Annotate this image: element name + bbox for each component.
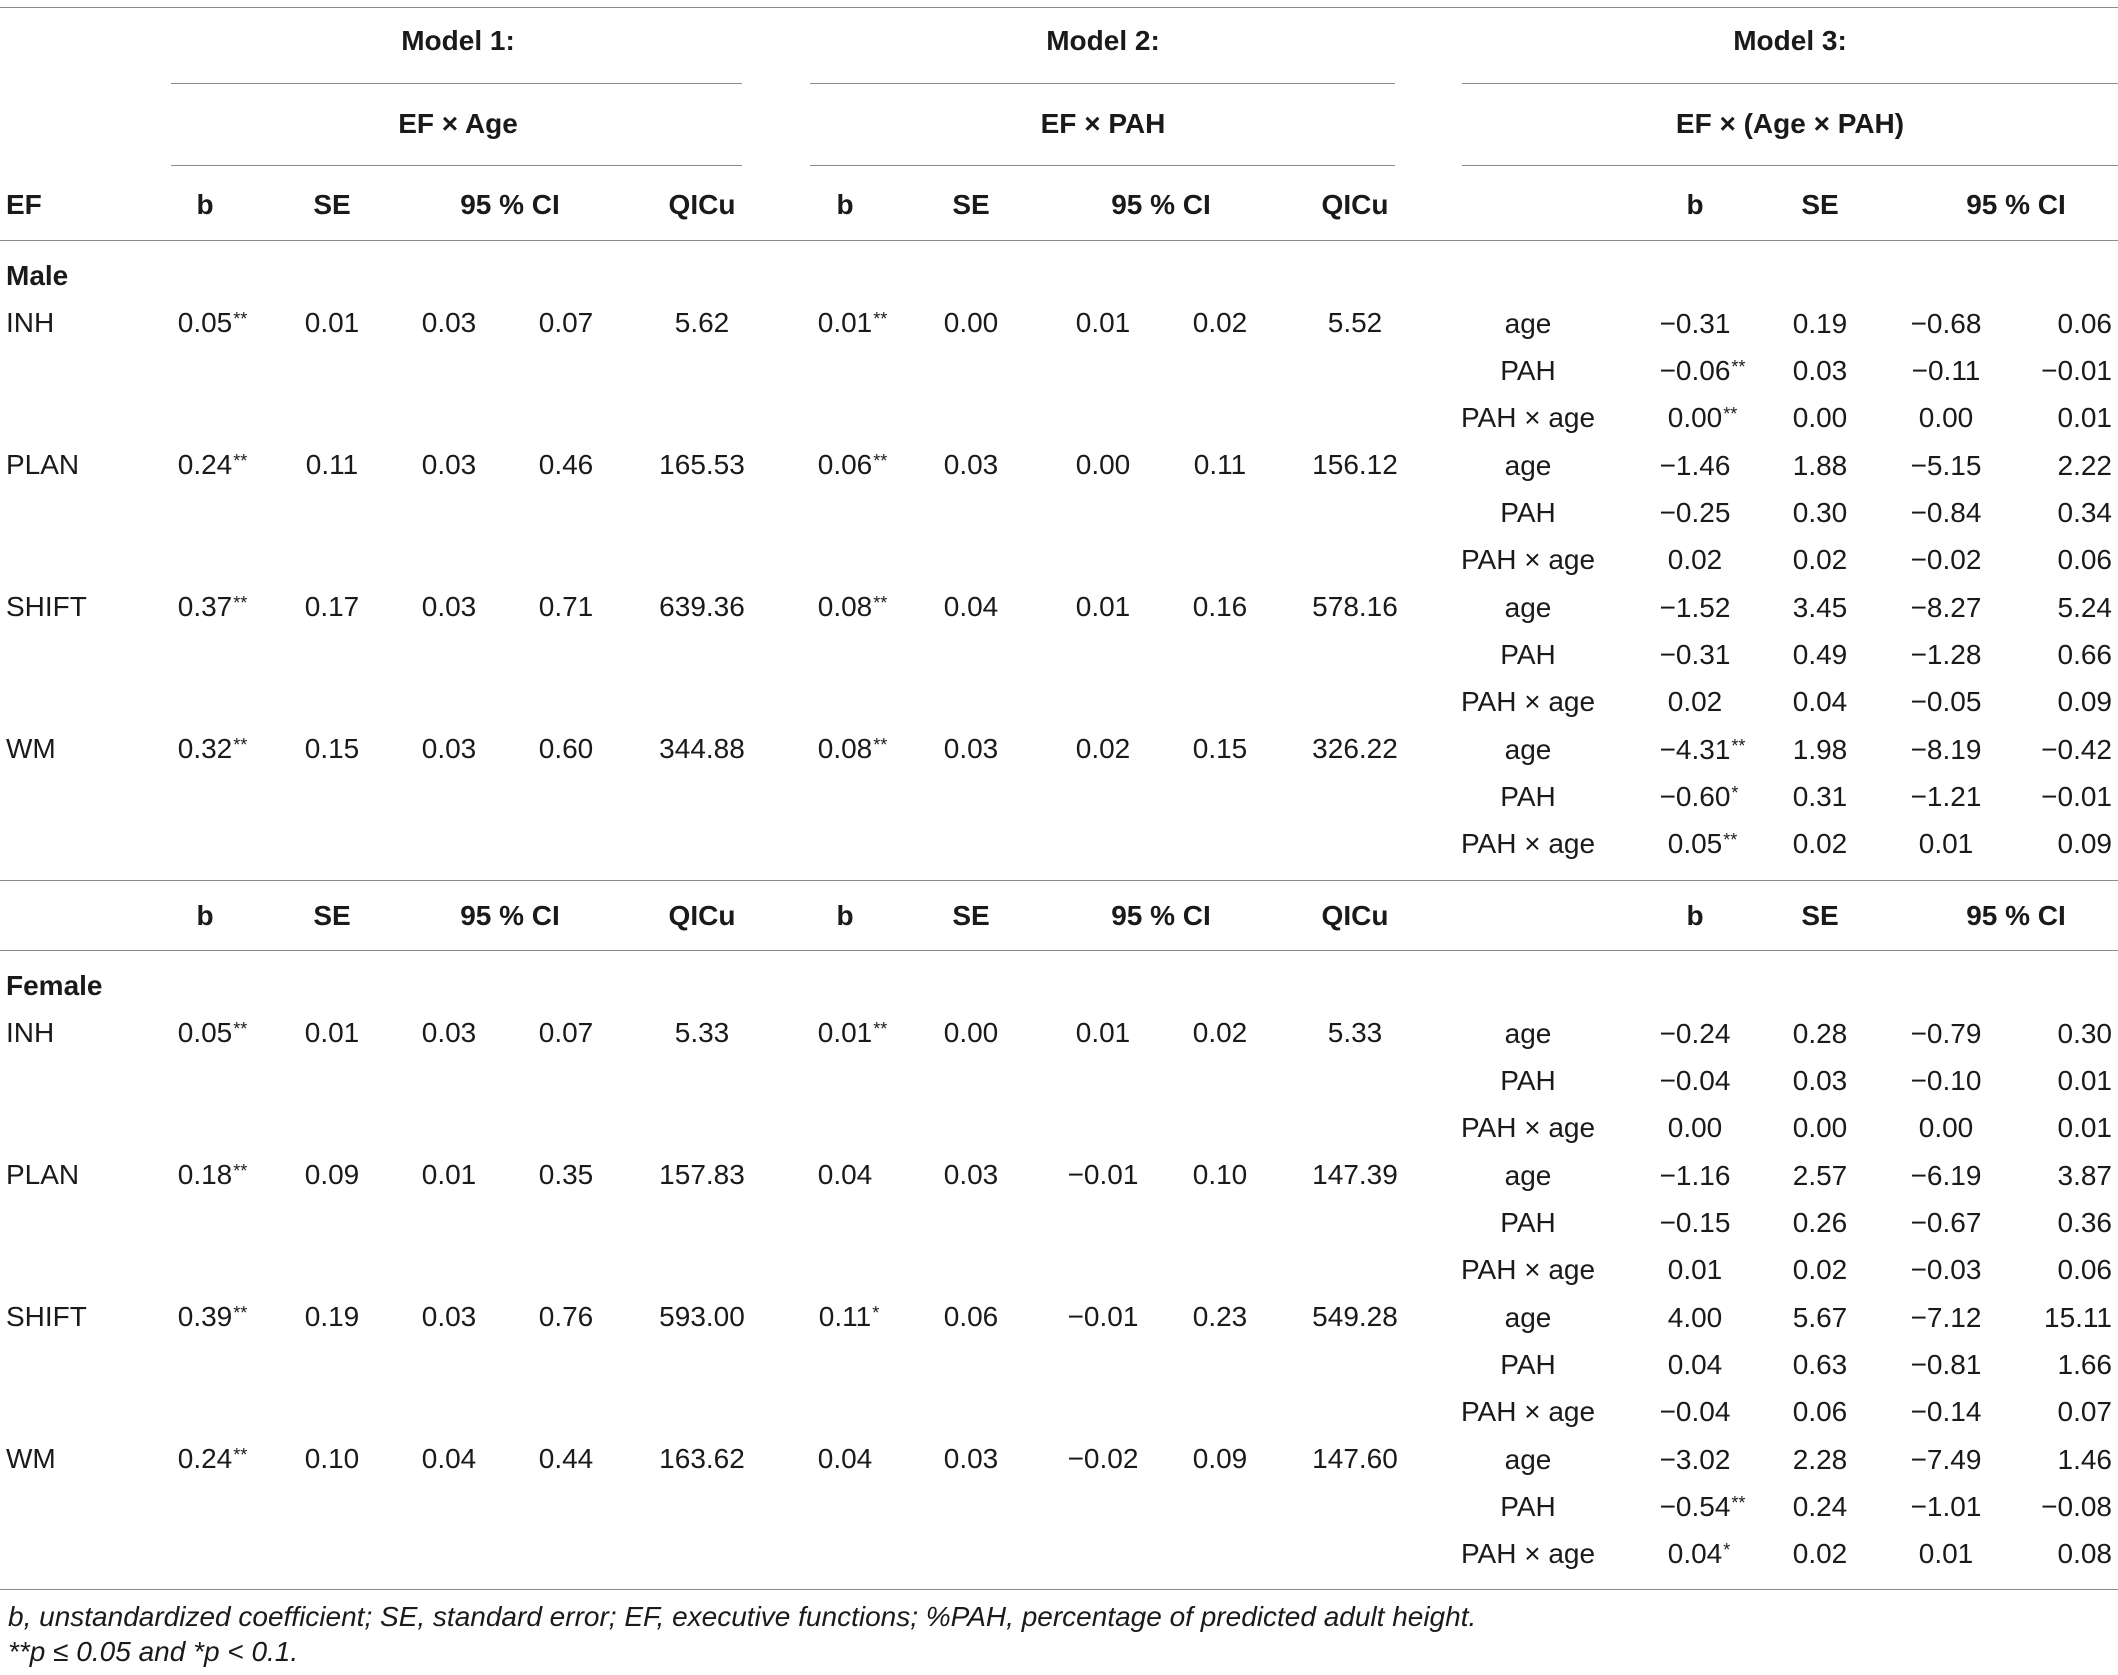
model3-term: age [1504, 1018, 1552, 1049]
ci-upper: 0.07 [538, 307, 594, 338]
header-m1-se: SE [313, 189, 351, 220]
ci-lower: 0.00 [1918, 402, 1974, 433]
ci-upper: 1.66 [2057, 1349, 2112, 1380]
header-m2-ci: 95 % CI [1111, 189, 1211, 220]
bottom-rule [0, 1589, 2118, 1590]
qicu-value: 163.62 [659, 1443, 745, 1474]
qicu-value: 5.33 [1327, 1017, 1383, 1048]
header-m1-ci: 95 % CI [460, 189, 560, 220]
coef-b [1668, 1114, 1723, 1142]
ci-lower: −1.28 [1910, 639, 1982, 670]
ci-upper: −0.42 [2041, 734, 2112, 765]
ci-upper: 0.06 [2057, 308, 2112, 339]
header2-m3-se: SE [1801, 900, 1839, 931]
coef-b: 0.24 ** [177, 449, 248, 480]
ci-lower: 0.03 [421, 591, 477, 622]
ci-upper: 0.15 [1192, 733, 1248, 764]
cell-value: 0.08 [817, 591, 873, 622]
coef-b: 0.01 ** [817, 307, 888, 338]
model3-term: PAH [1500, 1491, 1556, 1522]
model3-term: PAH × age [1460, 686, 1596, 717]
qicu-value: 5.52 [1327, 307, 1383, 338]
cell-value: 0.24 [177, 1443, 233, 1474]
model3-title-rule [1462, 83, 2118, 84]
coef-b: 0.08 ** [817, 591, 888, 622]
model3-term: PAH [1500, 781, 1556, 812]
coef-se: 0.02 [1792, 1538, 1848, 1569]
ci-upper: 0.06 [2057, 544, 2112, 575]
header-m2-se: SE [952, 189, 990, 220]
cell-value: 0.05 [177, 1017, 233, 1048]
cell-value: 0.01 [817, 1017, 873, 1048]
cell-value: 0.05 [1667, 828, 1723, 859]
ci-lower: −0.84 [1910, 497, 1982, 528]
ci-upper: 0.09 [2057, 828, 2112, 859]
model1-subtitle-rule [171, 165, 742, 166]
ci-lower: −0.14 [1910, 1396, 1982, 1427]
coef-se: 0.04 [1792, 686, 1848, 717]
model3-subtitle-rule [1462, 165, 2118, 166]
ci-upper: 0.76 [538, 1301, 594, 1332]
ci-lower: 0.03 [421, 1301, 477, 1332]
cell-value: 0.02 [1667, 544, 1723, 575]
coef-b [1660, 452, 1731, 480]
cell-value: 0.06 [817, 449, 873, 480]
ci-upper: 0.07 [538, 1017, 594, 1048]
coef-se: 0.49 [1792, 639, 1848, 670]
ci-lower: 0.01 [1918, 828, 1974, 859]
cell-value: 0.01 [817, 307, 873, 338]
cell-value: −4.31 [1659, 734, 1731, 765]
coef-se: 0.17 [304, 591, 360, 622]
qicu-value: 639.36 [659, 591, 745, 622]
ci-upper: 0.08 [2057, 1538, 2112, 1569]
cell-value: −0.04 [1659, 1065, 1731, 1096]
ci-upper: 0.09 [2057, 686, 2112, 717]
ci-upper: 0.01 [2057, 1065, 2112, 1096]
cell-value: 0.04 [817, 1159, 873, 1190]
coef-se: 0.28 [1792, 1018, 1848, 1049]
coef-se: 2.28 [1792, 1444, 1848, 1475]
coef-b: 0.04 * [1667, 1538, 1731, 1569]
ci-upper: 0.11 [1193, 449, 1247, 480]
cell-value: 0.39 [177, 1301, 233, 1332]
model3-term: PAH × age [1460, 544, 1596, 575]
ci-lower: 0.03 [421, 733, 477, 764]
model3-term: PAH × age [1460, 828, 1596, 859]
cell-value: −0.04 [1659, 1396, 1731, 1427]
ci-lower: −0.01 [1067, 1301, 1139, 1332]
coef-b: 0.39 ** [177, 1301, 248, 1332]
coef-se: 0.04 [943, 591, 999, 622]
coef-b [1668, 1304, 1723, 1332]
ci-upper: 0.07 [2057, 1396, 2112, 1427]
cell-value: −1.52 [1659, 592, 1731, 623]
qicu-value: 344.88 [659, 733, 745, 764]
cell-value: −0.31 [1659, 308, 1731, 339]
model-subtitle: EF × Age [398, 108, 518, 139]
coef-se: 0.26 [1792, 1207, 1848, 1238]
ci-lower: 0.03 [421, 1017, 477, 1048]
qicu-value: 549.28 [1312, 1301, 1398, 1332]
ci-upper: 0.01 [2057, 402, 2112, 433]
ci-lower: −0.01 [1067, 1159, 1139, 1190]
col-header-ef: EF [6, 189, 42, 220]
ci-upper: −0.01 [2041, 781, 2112, 812]
ef-label: PLAN [6, 449, 80, 480]
model-subtitle: EF × PAH [1040, 108, 1166, 139]
cell-value: 0.01 [1667, 1254, 1723, 1285]
coef-se: 0.19 [1792, 308, 1848, 339]
coef-se: 0.24 [1792, 1491, 1848, 1522]
ci-lower: 0.04 [421, 1443, 477, 1474]
ci-lower: −0.10 [1910, 1065, 1982, 1096]
coef-b [1668, 688, 1723, 716]
model3-term: age [1504, 308, 1552, 339]
ci-lower: 0.03 [421, 307, 477, 338]
coef-se: 0.06 [943, 1301, 999, 1332]
qicu-value: 5.62 [674, 307, 730, 338]
ci-upper: 2.22 [2057, 450, 2112, 481]
header2-m2-qicu: QICu [1321, 900, 1389, 931]
qicu-value: 593.00 [659, 1301, 745, 1332]
coef-se: 0.19 [304, 1301, 360, 1332]
cell-value: −0.31 [1659, 639, 1731, 670]
model3-term: age [1504, 1160, 1552, 1191]
coef-se: 0.15 [304, 733, 360, 764]
cell-value: 0.18 [177, 1159, 233, 1190]
model-title: Model 3: [1733, 25, 1847, 56]
cell-value: −1.46 [1659, 450, 1731, 481]
ci-lower: 0.00 [1075, 449, 1131, 480]
ci-upper: 0.06 [2057, 1254, 2112, 1285]
top-rule [0, 7, 2118, 8]
model3-term: age [1504, 592, 1552, 623]
coef-b [1660, 641, 1731, 669]
qicu-value: 578.16 [1312, 591, 1398, 622]
coef-b [1660, 1398, 1731, 1426]
cell-value: 0.32 [177, 733, 233, 764]
header2-m1-qicu: QICu [668, 900, 736, 931]
qicu-value: 156.12 [1312, 449, 1398, 480]
ci-upper: 0.02 [1192, 307, 1248, 338]
ef-label: WM [6, 733, 56, 764]
model1-title-rule [171, 83, 742, 84]
ci-upper: 0.09 [1192, 1443, 1248, 1474]
coef-b: 0.01 ** [817, 1017, 888, 1048]
cell-value: −3.02 [1659, 1444, 1731, 1475]
ci-lower: −1.21 [1910, 781, 1982, 812]
ci-lower: −8.27 [1910, 592, 1982, 623]
header-m3-se: SE [1801, 189, 1839, 220]
coef-se: 0.31 [1792, 781, 1848, 812]
ci-upper: 0.46 [538, 449, 594, 480]
coef-se: 0.01 [304, 1017, 360, 1048]
ef-label: SHIFT [6, 1301, 87, 1332]
coef-se: 2.57 [1792, 1160, 1848, 1191]
header2-m1-b: b [196, 900, 214, 931]
ci-lower: −1.01 [1910, 1491, 1982, 1522]
coef-se: 0.02 [1792, 1254, 1848, 1285]
model-title: Model 2: [1046, 25, 1160, 56]
qicu-value: 5.33 [674, 1017, 730, 1048]
coef-b: 0.11 * [818, 1301, 880, 1332]
coef-b [1668, 1256, 1723, 1284]
male-section-rule [0, 880, 2118, 881]
cell-value: 0.11 [818, 1301, 872, 1332]
header2-rule [0, 950, 2118, 951]
coef-se: 0.00 [1792, 402, 1848, 433]
coef-se: 0.03 [943, 1159, 999, 1190]
coef-b [1660, 499, 1731, 527]
model3-term: PAH [1500, 355, 1556, 386]
model3-term: PAH [1500, 1349, 1556, 1380]
coef-b [1668, 546, 1723, 574]
header-rule [0, 240, 2118, 241]
coef-b: 0.05 ** [1667, 828, 1738, 859]
coef-se: 1.88 [1792, 450, 1848, 481]
model2-subtitle-rule [810, 165, 1395, 166]
model3-term: PAH × age [1460, 1254, 1596, 1285]
ci-lower: 0.01 [1918, 1538, 1974, 1569]
ci-upper: 0.02 [1192, 1017, 1248, 1048]
group-label: Male [6, 260, 69, 291]
ci-lower: −0.11 [1911, 355, 1981, 386]
cell-value: 0.05 [177, 307, 233, 338]
ef-label: SHIFT [6, 591, 87, 622]
coef-b: −0.54 ** [1659, 1491, 1746, 1522]
coef-se: 0.02 [1792, 544, 1848, 575]
coef-se: 0.00 [943, 307, 999, 338]
model3-term: PAH × age [1460, 1538, 1596, 1569]
ci-upper: 0.36 [2057, 1207, 2112, 1238]
header-m2-qicu: QICu [1321, 189, 1389, 220]
ef-label: INH [6, 1017, 55, 1048]
coef-b [1660, 310, 1731, 338]
ci-upper: 0.34 [2057, 497, 2112, 528]
model3-term: PAH × age [1460, 1396, 1596, 1427]
model3-term: PAH [1500, 639, 1556, 670]
header-m1-b: b [196, 189, 214, 220]
ci-lower: −0.03 [1910, 1254, 1982, 1285]
ci-upper: 3.87 [2057, 1160, 2112, 1191]
cell-value: 4.00 [1667, 1302, 1723, 1333]
ci-lower: −7.12 [1910, 1302, 1982, 1333]
coef-se: 5.67 [1792, 1302, 1848, 1333]
model3-term: PAH [1500, 1207, 1556, 1238]
ci-upper: 0.10 [1192, 1159, 1248, 1190]
coef-se: 0.30 [1792, 497, 1848, 528]
coef-b: 0.00 ** [1667, 402, 1738, 433]
header2-m2-se: SE [952, 900, 990, 931]
coef-b [1660, 1162, 1731, 1190]
model-subtitle: EF × (Age × PAH) [1675, 108, 1905, 139]
coef-se: 0.00 [943, 1017, 999, 1048]
coef-se: 0.03 [1792, 355, 1848, 386]
group-label: Female [6, 970, 103, 1001]
header-m2-b: b [836, 189, 854, 220]
coef-b: 0.08 ** [817, 733, 888, 764]
ci-upper: −0.01 [2041, 355, 2112, 386]
ci-lower: 0.00 [1918, 1112, 1974, 1143]
coef-b [1668, 1351, 1723, 1379]
ci-lower: −6.19 [1910, 1160, 1982, 1191]
ci-lower: 0.01 [421, 1159, 477, 1190]
coef-b: −0.06 ** [1659, 355, 1746, 386]
coef-b: 0.24 ** [177, 1443, 248, 1474]
coef-b [1660, 1067, 1731, 1095]
ci-upper: 0.23 [1192, 1301, 1248, 1332]
ci-upper: 0.66 [2057, 639, 2112, 670]
qicu-value: 165.53 [659, 449, 745, 480]
model3-term: PAH [1500, 497, 1556, 528]
header-m3-b: b [1686, 189, 1704, 220]
coef-b [818, 1161, 873, 1189]
ci-lower: 0.02 [1075, 733, 1131, 764]
ci-lower: −0.81 [1910, 1349, 1982, 1380]
ci-lower: 0.01 [1075, 1017, 1131, 1048]
coef-b [818, 1445, 873, 1473]
ci-lower: −0.05 [1910, 686, 1982, 717]
ci-lower: −0.67 [1910, 1207, 1982, 1238]
qicu-value: 147.60 [1312, 1443, 1398, 1474]
ci-lower: −8.19 [1910, 734, 1982, 765]
coef-b: 0.05 ** [177, 1017, 248, 1048]
ci-lower: 0.03 [421, 449, 477, 480]
ci-upper: 5.24 [2057, 592, 2112, 623]
ci-upper: 0.16 [1192, 591, 1248, 622]
ci-upper: 0.44 [538, 1443, 594, 1474]
footnote: **p ≤ 0.05 and *p < 0.1. [8, 1636, 299, 1667]
coef-b [1660, 594, 1731, 622]
ci-upper: 0.30 [2057, 1018, 2112, 1049]
cell-value: 0.02 [1667, 686, 1723, 717]
model2-title-rule [810, 83, 1395, 84]
qicu-value: 326.22 [1312, 733, 1398, 764]
coef-se: 0.63 [1792, 1349, 1848, 1380]
coef-b: −4.31 ** [1659, 734, 1746, 765]
model-title: Model 1: [401, 25, 515, 56]
coef-se: 0.03 [943, 1443, 999, 1474]
cell-value: −1.16 [1659, 1160, 1731, 1191]
coef-se: 0.02 [1792, 828, 1848, 859]
coef-se: 0.09 [304, 1159, 360, 1190]
ci-lower: −7.49 [1910, 1444, 1982, 1475]
header2-m2-ci: 95 % CI [1111, 900, 1211, 931]
ci-lower: −0.79 [1910, 1018, 1982, 1049]
cell-value: −0.24 [1659, 1018, 1731, 1049]
model3-term: age [1504, 450, 1552, 481]
coef-se: 0.03 [1792, 1065, 1848, 1096]
ci-upper: 0.35 [538, 1159, 594, 1190]
ci-lower: 0.01 [1075, 591, 1131, 622]
ci-lower: 0.01 [1075, 307, 1131, 338]
ci-upper: 0.71 [538, 591, 594, 622]
header2-m3-b: b [1686, 900, 1704, 931]
qicu-value: 157.83 [659, 1159, 745, 1190]
ci-upper: 15.11 [2044, 1302, 2112, 1333]
coef-b [1660, 1446, 1731, 1474]
header2-m1-se: SE [313, 900, 351, 931]
coef-se: 1.98 [1792, 734, 1848, 765]
ef-label: PLAN [6, 1159, 80, 1190]
coef-se: 0.10 [304, 1443, 360, 1474]
coef-se: 0.00 [1792, 1112, 1848, 1143]
ci-upper: 0.01 [2057, 1112, 2112, 1143]
coef-b [1660, 1020, 1731, 1048]
cell-value: −0.60 [1659, 781, 1731, 812]
coef-se: 0.03 [943, 449, 999, 480]
ci-lower: −0.02 [1910, 544, 1982, 575]
header-m1-qicu: QICu [668, 189, 736, 220]
footnote: b, unstandardized coefficient; SE, standard error; EF, executive functions; %PAH, percentage of predicted adult height. [8, 1601, 1477, 1632]
coef-b: 0.18 ** [177, 1159, 248, 1190]
cell-value: 0.04 [1667, 1538, 1723, 1569]
coef-b: 0.37 ** [177, 591, 248, 622]
cell-value: 0.00 [1667, 1112, 1723, 1143]
coef-se: 0.01 [304, 307, 360, 338]
header-m3-ci: 95 % CI [1966, 189, 2066, 220]
ci-lower: −0.02 [1067, 1443, 1139, 1474]
coef-se: 0.03 [943, 733, 999, 764]
cell-value: 0.24 [177, 449, 233, 480]
ef-label: WM [6, 1443, 56, 1474]
model3-term: age [1504, 1444, 1552, 1475]
model3-term: age [1504, 734, 1552, 765]
ci-lower: −5.15 [1910, 450, 1982, 481]
cell-value: 0.04 [817, 1443, 873, 1474]
header2-m2-b: b [836, 900, 854, 931]
coef-b: 0.06 ** [817, 449, 888, 480]
cell-value: −0.15 [1659, 1207, 1731, 1238]
model3-term: PAH × age [1460, 1112, 1596, 1143]
coef-b: 0.32 ** [177, 733, 248, 764]
model3-term: PAH [1500, 1065, 1556, 1096]
header2-m1-ci: 95 % CI [460, 900, 560, 931]
cell-value: 0.00 [1667, 402, 1723, 433]
coef-se: 0.11 [305, 449, 359, 480]
coef-se: 0.06 [1792, 1396, 1848, 1427]
cell-value: −0.06 [1659, 355, 1731, 386]
ci-upper: −0.08 [2041, 1491, 2112, 1522]
cell-value: 0.08 [817, 733, 873, 764]
cell-value: 0.37 [177, 591, 233, 622]
header2-m3-ci: 95 % CI [1966, 900, 2066, 931]
coef-se: 3.45 [1792, 592, 1848, 623]
cell-value: −0.54 [1659, 1491, 1731, 1522]
ef-label: INH [6, 307, 55, 338]
ci-lower: −0.68 [1910, 308, 1982, 339]
model3-term: age [1504, 1302, 1552, 1333]
coef-b [1660, 1209, 1731, 1237]
cell-value: 0.04 [1667, 1349, 1723, 1380]
coef-b: −0.60 * [1659, 781, 1739, 812]
qicu-value: 147.39 [1312, 1159, 1398, 1190]
ci-upper: 0.60 [538, 733, 594, 764]
ci-upper: 1.46 [2057, 1444, 2112, 1475]
model3-term: PAH × age [1460, 402, 1596, 433]
coef-b: 0.05 ** [177, 307, 248, 338]
cell-value: −0.25 [1659, 497, 1731, 528]
